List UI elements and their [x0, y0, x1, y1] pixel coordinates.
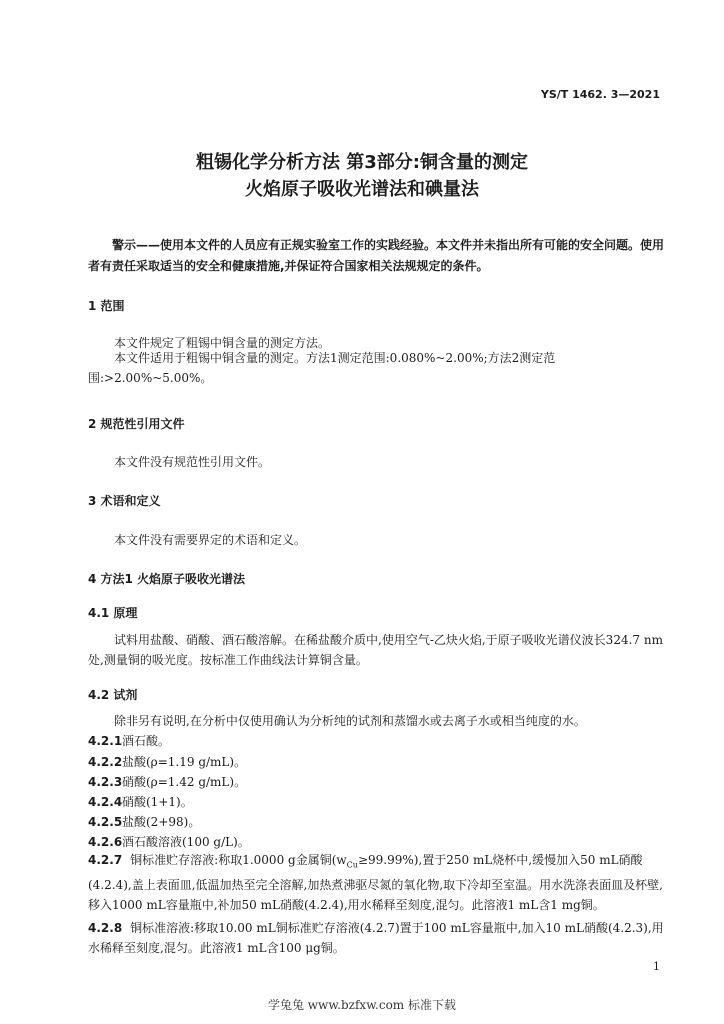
- clause-4-2-7: [88, 850, 670, 915]
- footer-watermark: 学兔兔 www.bzfxw.com 标准下载: [267, 998, 457, 1012]
- section-4-2-heading: 4.2 试剂: [88, 688, 138, 702]
- clause-number: 4.2.6: [88, 835, 123, 849]
- section-3-heading: 3 术语和定义: [88, 494, 161, 508]
- clause-text: 硝酸(1+1)。: [122, 795, 193, 809]
- document-title-line2: 火焰原子吸收光谱法和碘量法: [245, 179, 479, 200]
- section-4-1-paragraph: 试料用盐酸、硝酸、酒石酸溶解。在稀盐酸介质中,使用空气-乙炔火焰,于原子吸收光谱仪波长324.7 nm处,测量铜的吸光度。按标准工作曲线法计算铜含量。: [88, 633, 663, 667]
- clause-number: 4.2.8: [88, 921, 123, 935]
- clause-4-2-8: [88, 918, 670, 958]
- section-2-paragraph: 本文件没有规范性引用文件。: [114, 455, 271, 469]
- section-4-2-paragraph: 除非另有说明,在分析中仅使用确认为分析纯的试剂和蒸馏水或去离子水或相当纯度的水。: [114, 714, 586, 728]
- section-1-paragraph-2: 本文件适用于粗锡中铜含量的测定。方法1测定范围:0.080%~2.00%;方法2测定范围:>2.00%~5.00%。: [88, 351, 556, 385]
- copper-subscript: Cu: [346, 860, 358, 870]
- clause-4-2-1: [88, 732, 170, 749]
- clause-number: 4.2.3: [88, 775, 123, 789]
- document-number: YS/T 1462. 3—2021: [540, 88, 660, 101]
- section-4-1-heading: 4.1 原理: [88, 606, 138, 620]
- section-3-paragraph: 本文件没有需要界定的术语和定义。: [114, 533, 307, 547]
- section-1-paragraph-1: 本文件规定了粗锡中铜含量的测定方法。: [114, 336, 331, 350]
- clause-text: 酒石酸溶液(100 g/L)。: [122, 835, 250, 849]
- clause-4-2-5: [88, 813, 200, 830]
- clause-text: 盐酸(2+98)。: [122, 815, 201, 829]
- clause-number: 4.2.2: [88, 755, 123, 769]
- page-number: 1: [653, 960, 660, 973]
- clause-4-2-2: [88, 753, 246, 770]
- clause-4-2-3: [88, 773, 246, 790]
- clause-text: 酒石酸。: [122, 734, 171, 748]
- warning-paragraph: 警示——使用本文件的人员应有正规实验室工作的实践经验。本文件并未指出所有可能的安全问题。使用者有责任采取适当的安全和健康措施,并保证符合国家相关法规规定的条件。: [88, 238, 665, 273]
- section-1-heading: 1 范围: [88, 299, 125, 313]
- section-4-heading: 4 方法1 火焰原子吸收光谱法: [88, 572, 246, 586]
- clause-4-2-4: [88, 793, 193, 810]
- section-2-heading: 2 规范性引用文件: [88, 417, 185, 431]
- clause-text: 铜标准溶液:移取10.00 mL铜标准贮存溶液(4.2.7)置于100 mL容量瓶中,加入10 mL硝酸(4.2.3),用水稀释至刻度,混匀。此溶液1 mL含100 μg铜。: [88, 921, 664, 955]
- clause-number: 4.2.4: [88, 795, 123, 809]
- clause-number: 4.2.7: [88, 853, 123, 867]
- clause-text-b: ≥99.99%),置于250 mL烧杯中,缓慢加入50 mL硝酸(4.2.4),盖上表面皿,低温加热至完全溶解,加热煮沸驱尽氮的氧化物,取下冷却至室温。用水洗涤表面皿及杯壁,移入1000 mL容量瓶中,补加50 mL硝酸(4.2.4),用水稀释至刻度,混匀。此溶液1 mL含1 mg铜。: [88, 853, 663, 913]
- clause-number: 4.2.5: [88, 815, 123, 829]
- clause-4-2-6: [88, 833, 250, 850]
- clause-number: 4.2.1: [88, 734, 123, 748]
- clause-text: 硝酸(ρ=1.42 g/mL)。: [122, 775, 247, 789]
- document-title-line1: 粗锡化学分析方法 第3部分:铜含量的测定: [196, 152, 528, 173]
- clause-text: 盐酸(ρ=1.19 g/mL)。: [122, 755, 247, 769]
- clause-text-a: 铜标准贮存溶液:称取1.0000 g金属铜(w: [130, 853, 347, 867]
